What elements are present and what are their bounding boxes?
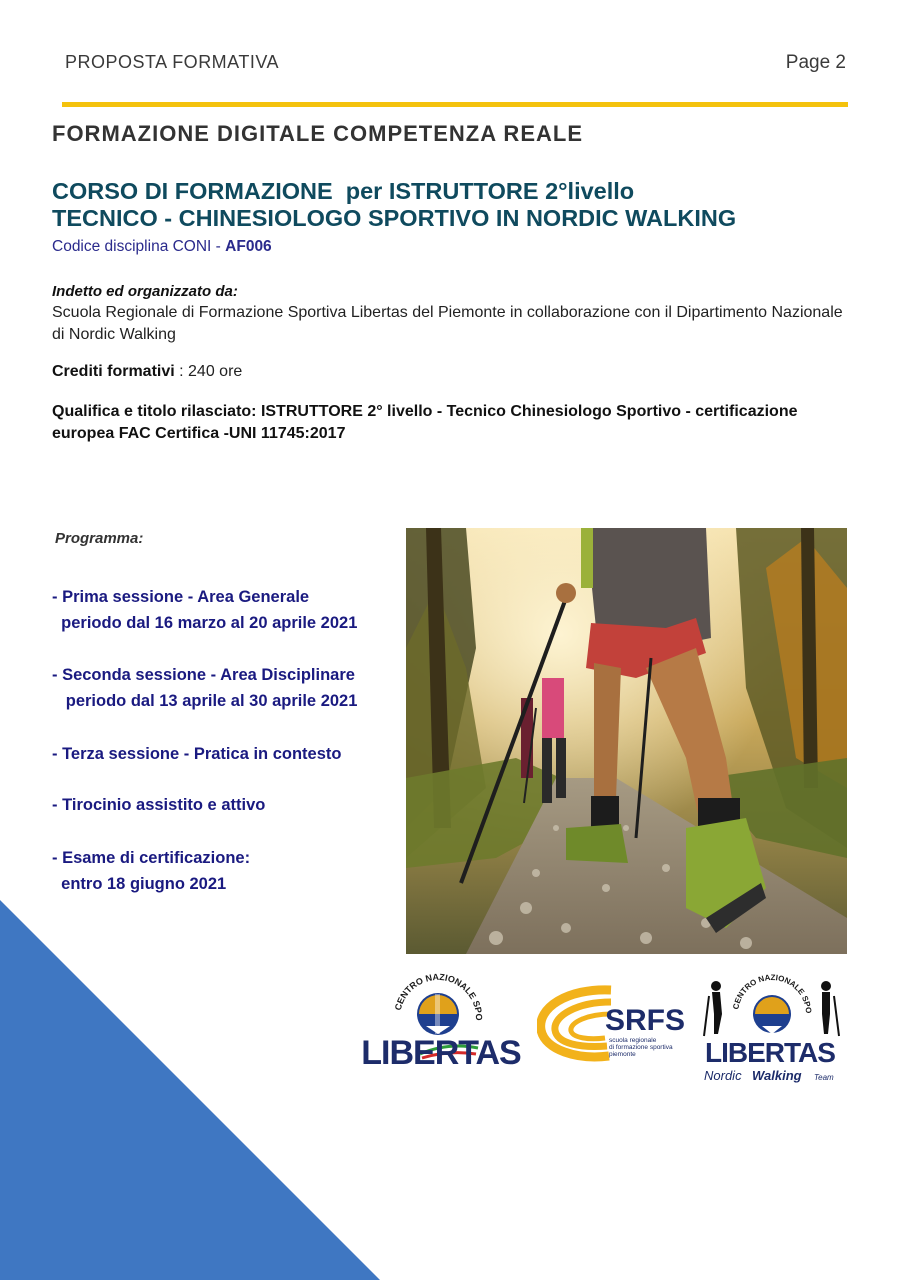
coni-code-line bbox=[52, 238, 272, 256]
program-item bbox=[52, 845, 250, 897]
srfs-logo bbox=[537, 984, 687, 1070]
credits-label: Crediti formativi bbox=[52, 363, 175, 380]
program-item bbox=[52, 792, 265, 818]
libertas-logo bbox=[358, 972, 524, 1082]
libertas-wordmark: LIBERTAS bbox=[361, 1034, 521, 1072]
walking-word: Walking bbox=[752, 1068, 802, 1083]
program-item-period: periodo dal 16 marzo al 20 aprile 2021 bbox=[52, 614, 358, 632]
header-divider bbox=[62, 102, 848, 107]
program-item-title: - Terza sessione - Pratica in contesto bbox=[52, 745, 342, 763]
credits-value: : 240 ore bbox=[174, 363, 243, 380]
course-title bbox=[52, 178, 736, 232]
decorative-triangle bbox=[0, 900, 380, 1280]
nordic-libertas-wordmark: LIBERTAS bbox=[705, 1037, 835, 1068]
team-word: Team bbox=[814, 1073, 834, 1082]
program-item bbox=[52, 662, 357, 714]
organizer-label: Indetto ed organizzato da: bbox=[52, 283, 238, 300]
course-title-line2: TECNICO - CHINESIOLOGO SPORTIVO IN NORDIC WALKING bbox=[52, 205, 737, 231]
nordic-arc-text: CENTRO NAZIONALE SPO bbox=[731, 974, 814, 1014]
header-section-label: PROPOSTA FORMATIVA bbox=[65, 52, 280, 72]
coni-code: AF006 bbox=[225, 238, 272, 255]
credits-line bbox=[52, 363, 242, 381]
program-item-title: - Prima sessione - Area Generale bbox=[52, 588, 310, 606]
program-item-title: - Esame di certificazione: bbox=[52, 849, 251, 867]
libertas-arc-text: CENTRO NAZIONALE SPO bbox=[392, 972, 485, 1021]
program-item-period: periodo dal 13 aprile al 30 aprile 2021 bbox=[52, 692, 358, 710]
srfs-subtitle-2: di formazione sportiva bbox=[609, 1044, 673, 1051]
program-item-period: entro 18 giugno 2021 bbox=[52, 875, 227, 893]
libertas-nordic-walking-logo bbox=[700, 974, 842, 1086]
program-item-title: - Seconda sessione - Area Disciplinare bbox=[52, 666, 355, 684]
coni-label: Codice disciplina CONI - bbox=[52, 238, 226, 255]
course-title-line1: CORSO DI FORMAZIONE per ISTRUTTORE 2°livello bbox=[52, 178, 635, 204]
qualification-text: Qualifica e titolo rilasciato: ISTRUTTORE 2° livello - Tecnico Chinesiologo Sportivo - certificazione europea FAC Certifica -UNI 11745:2017 bbox=[52, 403, 798, 442]
srfs-subtitle-1: scuola regionale bbox=[609, 1037, 657, 1044]
nordic-walking-photo bbox=[406, 528, 847, 954]
program-item bbox=[52, 741, 341, 767]
program-item-title: - Tirocinio assistito e attivo bbox=[52, 796, 266, 814]
nordic-word: Nordic bbox=[704, 1068, 742, 1083]
program-label: Programma: bbox=[55, 530, 144, 547]
organizer-text: Scuola Regionale di Formazione Sportiva Libertas del Piemonte in collaborazione con il Dipartimento Nazionale di Nordic Walking bbox=[52, 304, 843, 343]
page-number: Page 2 bbox=[785, 52, 846, 73]
srfs-wordmark: SRFS bbox=[604, 1004, 686, 1037]
program-item bbox=[52, 584, 357, 636]
tagline: FORMAZIONE DIGITALE COMPETENZA REALE bbox=[52, 121, 583, 146]
srfs-subtitle-3: piemonte bbox=[609, 1051, 636, 1058]
